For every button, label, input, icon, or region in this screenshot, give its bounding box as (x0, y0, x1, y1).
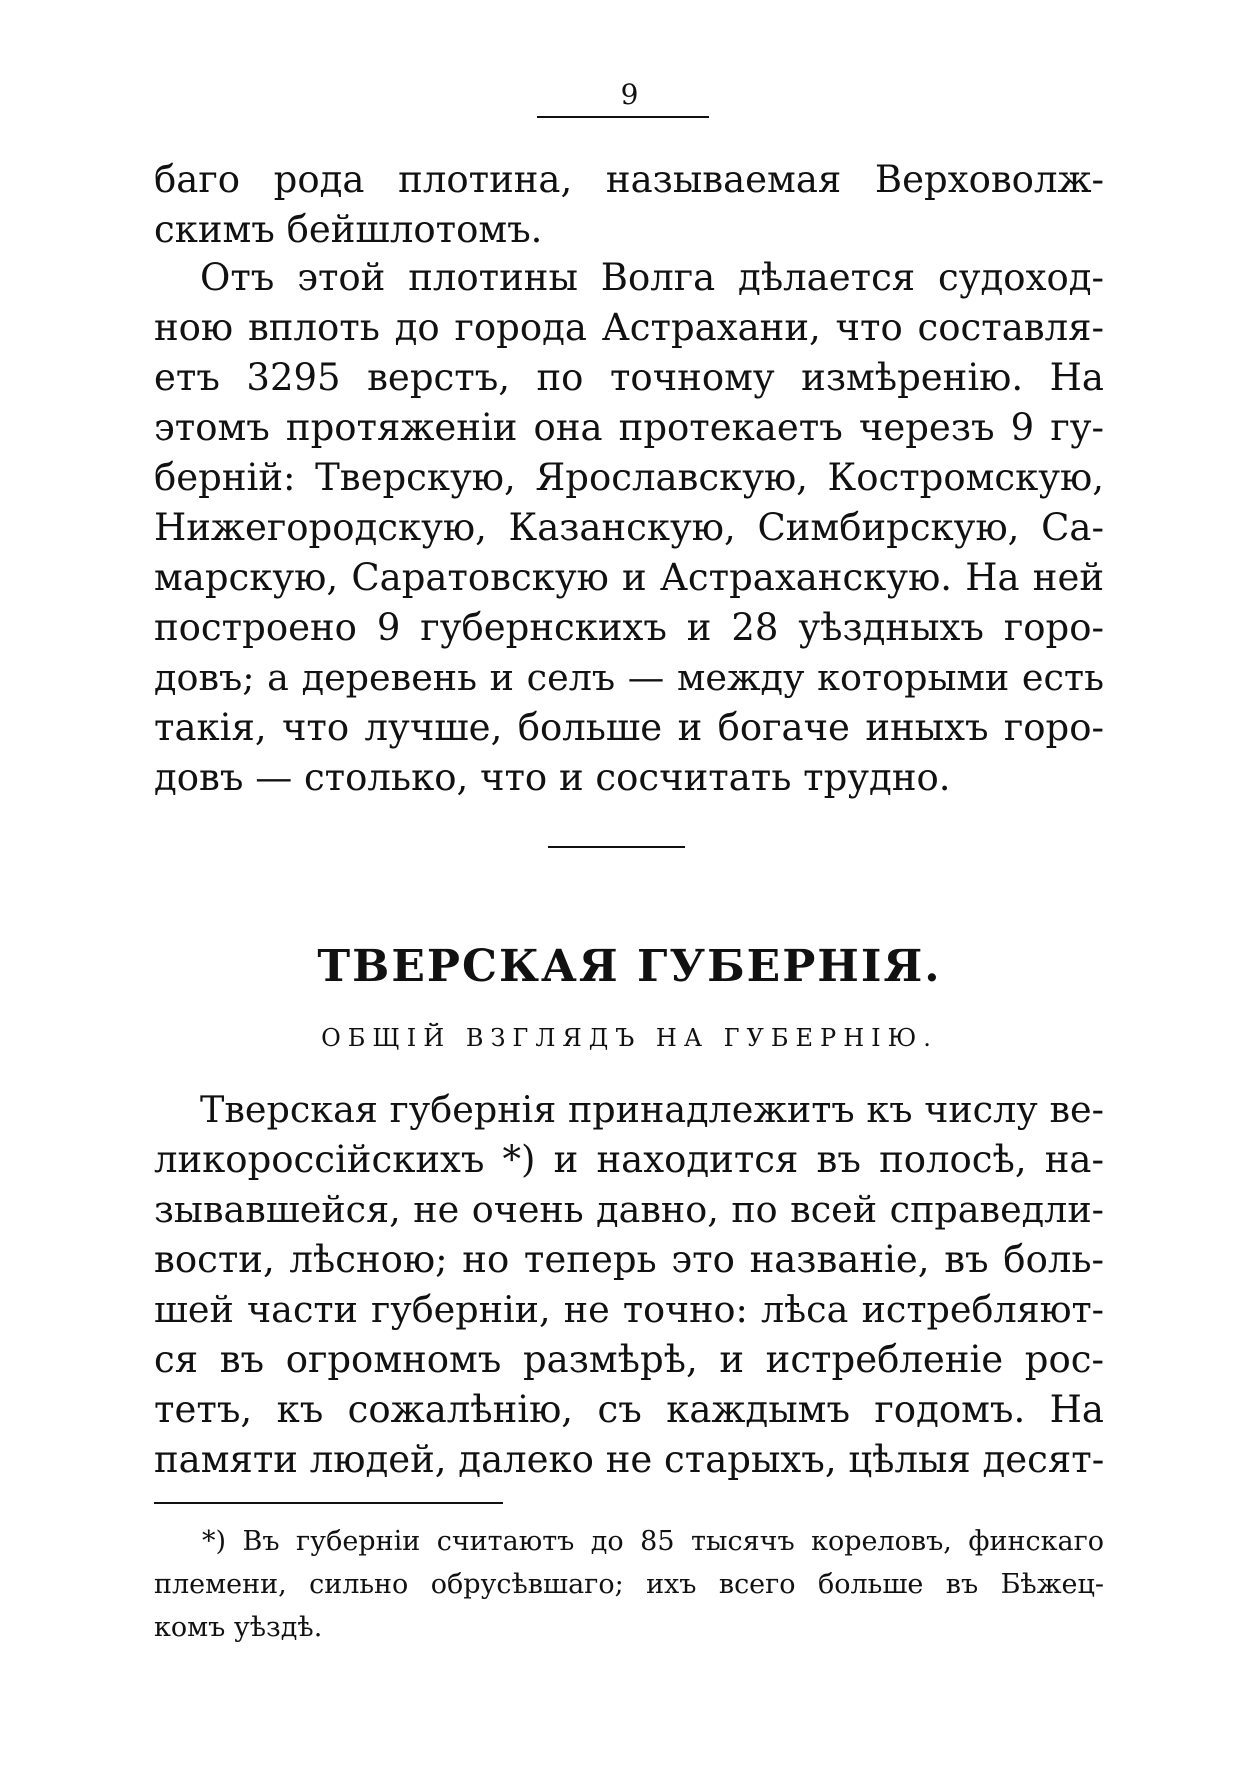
footnote-line: комъ уѣздѣ. (154, 1612, 323, 1643)
text-line: етъ 3295 верстъ, по точному измѣренію. На (154, 356, 1104, 399)
section-title: ТВЕРСКАЯ ГУБЕРНІЯ. (317, 941, 942, 992)
text-line: тетъ, къ сожалѣнію, съ каждымъ годомъ. На (154, 1388, 1104, 1431)
text-line: баго рода плотина, называемая Верховолж- (154, 158, 1104, 201)
text-line: марскую, Саратовскую и Астраханскую. На ней (154, 556, 1104, 599)
text-line: Тверская губернія принадлежитъ къ числу ве- (200, 1088, 1104, 1131)
text-line: скимъ бейшлотомъ. (154, 208, 543, 251)
continuation-text (154, 155, 1104, 255)
text-line: памяти людей, далеко не старыхъ, цѣлыя десят- (154, 1438, 1104, 1481)
footnote-rule (154, 1502, 503, 1504)
paragraph-volga (154, 253, 1104, 803)
footnote-line: *) Въ губерніи считаютъ до 85 тысячъ кореловъ, финскаго (202, 1526, 1104, 1557)
text-line: Нижегородскую, Казанскую, Симбирскую, Са- (154, 506, 1104, 549)
text-line: построено 9 губернскихъ и 28 уѣздныхъ горо- (154, 606, 1104, 649)
text-line: этомъ протяженіи она протекаетъ черезъ 9 гу- (154, 406, 1104, 449)
header-rule (537, 116, 709, 118)
text-line: Отъ этой плотины Волга дѣлается судоход- (200, 256, 1104, 299)
text-line: довъ — столько, что и сосчитать трудно. (154, 756, 951, 799)
footnote (154, 1520, 1104, 1649)
text-line: довъ; а деревень и селъ — между которыми есть (154, 656, 1104, 699)
text-line: такія, что лучше, больше и богаче иныхъ горо- (154, 706, 1104, 749)
text-line: зывавшейся, не очень давно, по всей справедли- (154, 1188, 1104, 1231)
paragraph-tver (154, 1085, 1104, 1485)
text-line: ся въ огромномъ размѣрѣ, и истребленіе рос- (154, 1338, 1104, 1381)
text-line: берній: Тверскую, Ярославскую, Костромскую, (154, 456, 1104, 499)
footnote-line: племени, сильно обрусѣвшаго; ихъ всего больше въ Бѣжец- (154, 1569, 1104, 1600)
text-line: шей части губерніи, не точно: лѣса истребляют- (154, 1288, 1104, 1331)
section-divider (548, 846, 685, 848)
section-subtitle: ОБЩІЙ ВЗГЛЯДЪ НА ГУБЕРНІЮ. (321, 1024, 938, 1052)
page-number: 9 (620, 78, 639, 111)
text-line: вости, лѣсною; но теперь это названіе, въ боль- (154, 1238, 1104, 1281)
text-line: ликороссійскихъ *) и находится въ полосѣ, на- (154, 1138, 1104, 1181)
text-line: ною вплоть до города Астрахани, что составля- (154, 306, 1104, 349)
